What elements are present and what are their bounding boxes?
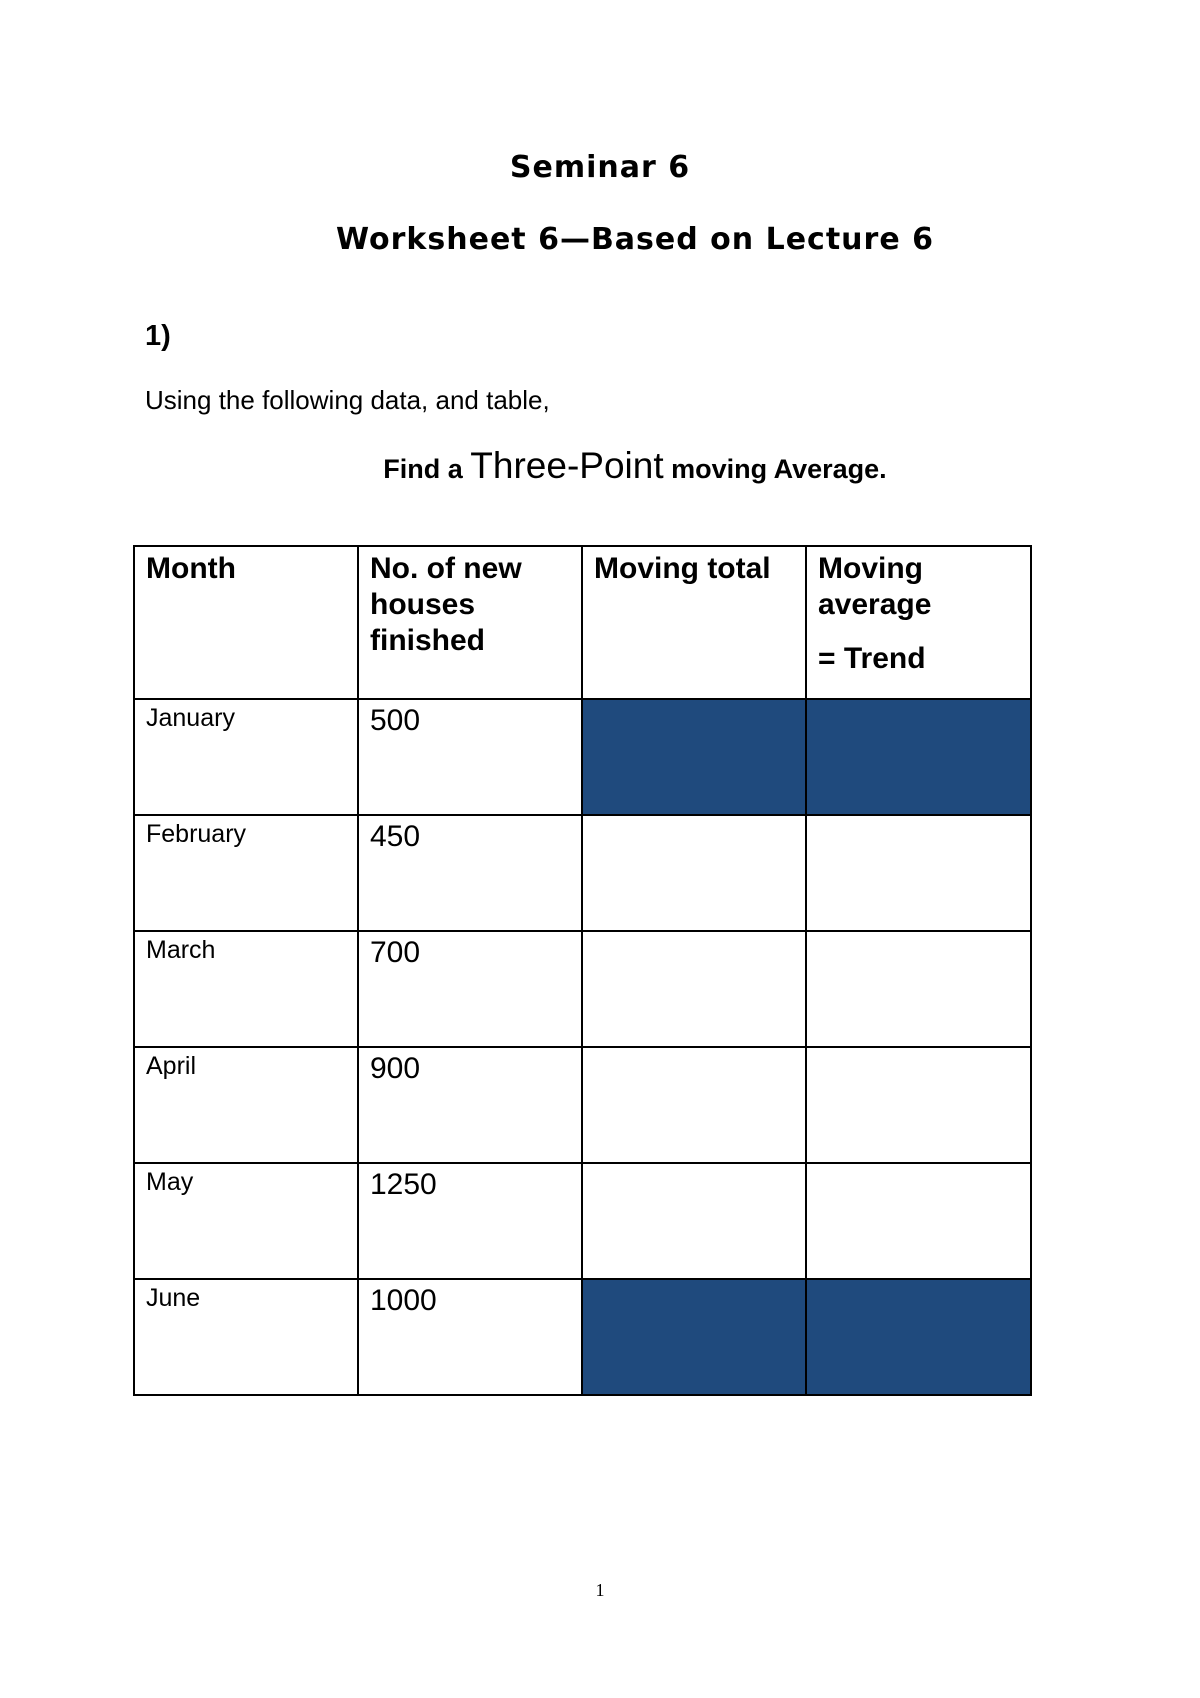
task-emphasis: Three-Point bbox=[470, 445, 664, 486]
moving-total-cell[interactable] bbox=[582, 815, 806, 931]
table-header-row bbox=[134, 546, 1031, 699]
moving-total-cell[interactable] bbox=[582, 931, 806, 1047]
houses-cell: 1250 bbox=[358, 1163, 582, 1279]
month-cell: January bbox=[134, 699, 358, 815]
month-cell: June bbox=[134, 1279, 358, 1395]
moving-total-cell[interactable] bbox=[582, 1047, 806, 1163]
moving-average-cell-shaded bbox=[806, 1279, 1031, 1395]
header-moving-average bbox=[806, 546, 1031, 699]
page-number: 1 bbox=[595, 1580, 605, 1600]
moving-average-cell[interactable] bbox=[806, 931, 1031, 1047]
moving-total-cell[interactable] bbox=[582, 1163, 806, 1279]
moving-average-table bbox=[133, 545, 1032, 1396]
task-statement bbox=[0, 445, 1200, 487]
header-month: Month bbox=[134, 546, 358, 699]
question-instruction: Using the following data, and table, bbox=[145, 385, 550, 415]
month-cell: March bbox=[134, 931, 358, 1047]
table-row bbox=[134, 1163, 1031, 1279]
moving-total-cell-shaded bbox=[582, 1279, 806, 1395]
table-row bbox=[134, 699, 1031, 815]
moving-average-cell[interactable] bbox=[806, 1163, 1031, 1279]
houses-cell: 500 bbox=[358, 699, 582, 815]
houses-cell: 700 bbox=[358, 931, 582, 1047]
header-moving-total: Moving total bbox=[582, 546, 806, 699]
month-cell: February bbox=[134, 815, 358, 931]
question-number: 1) bbox=[145, 320, 171, 352]
moving-total-cell-shaded bbox=[582, 699, 806, 815]
header-trend-label: = Trend bbox=[818, 642, 926, 675]
moving-average-cell-shaded bbox=[806, 699, 1031, 815]
table-row bbox=[134, 1047, 1031, 1163]
task-prefix: Find a bbox=[383, 454, 471, 484]
table-row bbox=[134, 1279, 1031, 1395]
moving-average-cell[interactable] bbox=[806, 1047, 1031, 1163]
table-row bbox=[134, 931, 1031, 1047]
moving-average-cell[interactable] bbox=[806, 815, 1031, 931]
month-cell: May bbox=[134, 1163, 358, 1279]
month-cell: April bbox=[134, 1047, 358, 1163]
worksheet-title: Worksheet 6—Based on Lecture 6 bbox=[336, 222, 934, 257]
seminar-title: Seminar 6 bbox=[509, 150, 691, 185]
table-row bbox=[134, 815, 1031, 931]
header-houses: No. of new houses finished bbox=[358, 546, 582, 699]
task-suffix: moving Average. bbox=[663, 454, 887, 484]
houses-cell: 900 bbox=[358, 1047, 582, 1163]
houses-cell: 1000 bbox=[358, 1279, 582, 1395]
header-moving-average-label: Moving average bbox=[818, 552, 932, 621]
houses-cell: 450 bbox=[358, 815, 582, 931]
